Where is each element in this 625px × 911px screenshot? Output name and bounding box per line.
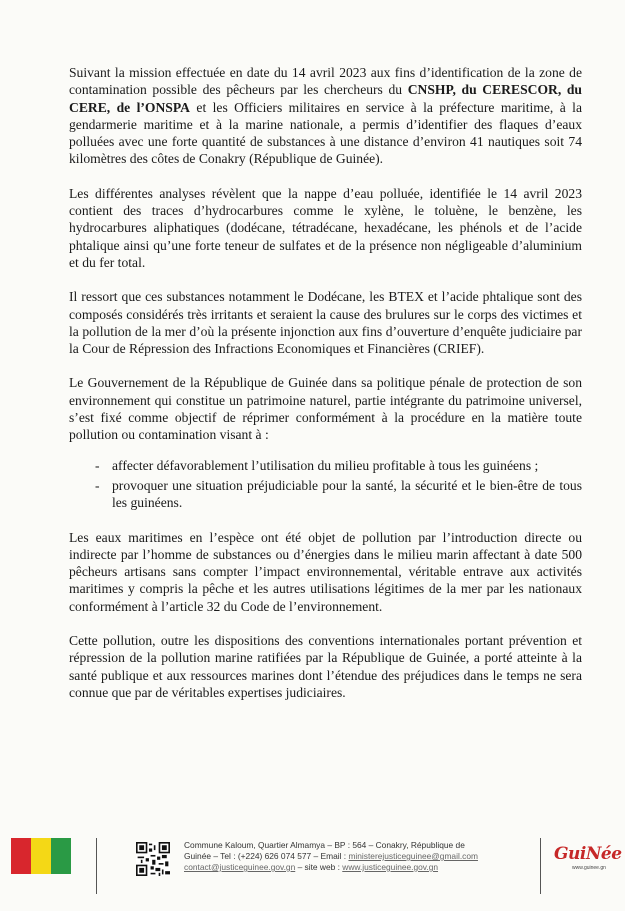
document-body xyxy=(69,64,582,718)
logo-site: www.guinee.gn xyxy=(572,865,606,871)
paragraph-mission xyxy=(69,64,582,168)
paragraph-gouvernement: Le Gouvernement de la République de Guinée dans sa politique pénale de protection de son environnement qui constitue un patrimoine naturel, partie intégrante du patrimoine universel, s’est fixé comme objectif de réprimer conformément à la procédure en la matière toute pollution ou contamination visant à : xyxy=(69,375,582,443)
address-line-1: Commune Kaloum, Quartier Almamya – BP : 564 – Conakry, République de xyxy=(184,840,465,850)
email-link[interactable]: ministerejusticeguinee@gmail.com xyxy=(348,851,478,861)
paragraph-pollution: Cette pollution, outre les dispositions des conventions internationales portant prévention et répression de la pollution marine ratifiées par la République de Guinée, a porté atteinte à la santé publique et aux ressources marines dont l’étendue des préjudices dans le temps ne sera connue que par de véritables expertises judiciaires. xyxy=(69,633,582,700)
paragraph-mission-text-2: et les Officiers militaires en service à la préfecture maritime, à la gendarmerie maritime et à la marine nationale, a permis d’identifier des flaques d’eaux polluées avec une forte quantité de substances à une distance d’environ 41 nautiques soit 74 kilomètres des côtes de Conakry (République de Guinée). xyxy=(69,99,582,167)
website-label: – site web : xyxy=(295,862,343,872)
guinee-logo xyxy=(554,844,622,874)
logo-text: GuiNée xyxy=(554,844,622,864)
paragraph-mission-text-1: Suivant la mission effectuée en date du 14 avril 2023 aux fins d’identification de la zone de contamination possible des pêcheurs par les chercheurs du xyxy=(69,65,582,98)
footer-divider xyxy=(96,838,97,894)
paragraph-eaux-maritimes: Les eaux maritimes en l’espèce ont été objet de pollution par l’introduction directe ou indirecte par l’homme de substances ou d’énergies dans le milieu marin affectant à date 500 pêcheurs artisans sans compter l’impact environnemental, véritable entrave aux activités maritimes y compris la pêche et les autres utilisations légitimes de la mer par les nationaux conformément à l’article 32 du Code de l’environnement. xyxy=(69,529,582,614)
address-line-3 xyxy=(184,862,529,873)
footer-divider xyxy=(540,838,541,894)
bullet-item: - affecter défavorablement l’utilisation du milieu profitable à tous les guinéens ; xyxy=(95,457,582,474)
qr-code-icon xyxy=(136,842,170,876)
contact-email-link[interactable]: contact@justiceguinee.gov.gn xyxy=(184,862,296,872)
address-line-2 xyxy=(184,851,529,862)
bullet-list xyxy=(69,457,582,512)
phone-text: Guinée – Tel : (+224) 626 074 577 – Email : xyxy=(184,851,349,861)
paragraph-analyses: Les différentes analyses révèlent que la nappe d’eau polluée, identifiée le 14 avril 2023 contient des traces d’hydrocarbures comme le xylène, le toluène, le benzène, les hydrocarbures aliphatiques (dodécane, tétradécane, hexadécane, les phénols et de l’acide phtalique ainsi qu’une forte teneur de sulfates et de la présence non négligeable d’aluminium et du fer total. xyxy=(69,185,582,270)
website-link[interactable]: www.justiceguinee.gov.gn xyxy=(342,862,439,872)
paragraph-substances: Il ressort que ces substances notamment le Dodécane, les BTEX et l’acide phtalique sont des composés considérés très irritants et seraient la cause des brulures sur le corps des victimes et la pollution de la mer d’où la présente injonction aux fins d’ouverture d’enquête judiciaire par la Cour de Répression des Infractions Economiques et Financières (CRIEF). xyxy=(69,289,582,357)
guinea-flag-icon xyxy=(11,838,71,874)
footer-address xyxy=(184,840,529,873)
paragraph-mission-bold: CNSHP, du CERESCOR, du CERE, de l’ONSPA xyxy=(69,82,582,115)
footer xyxy=(0,838,625,898)
bullet-item: - provoquer une situation préjudiciable pour la santé, la sécurité et le bien-être de tous les guinéens. xyxy=(95,477,582,512)
